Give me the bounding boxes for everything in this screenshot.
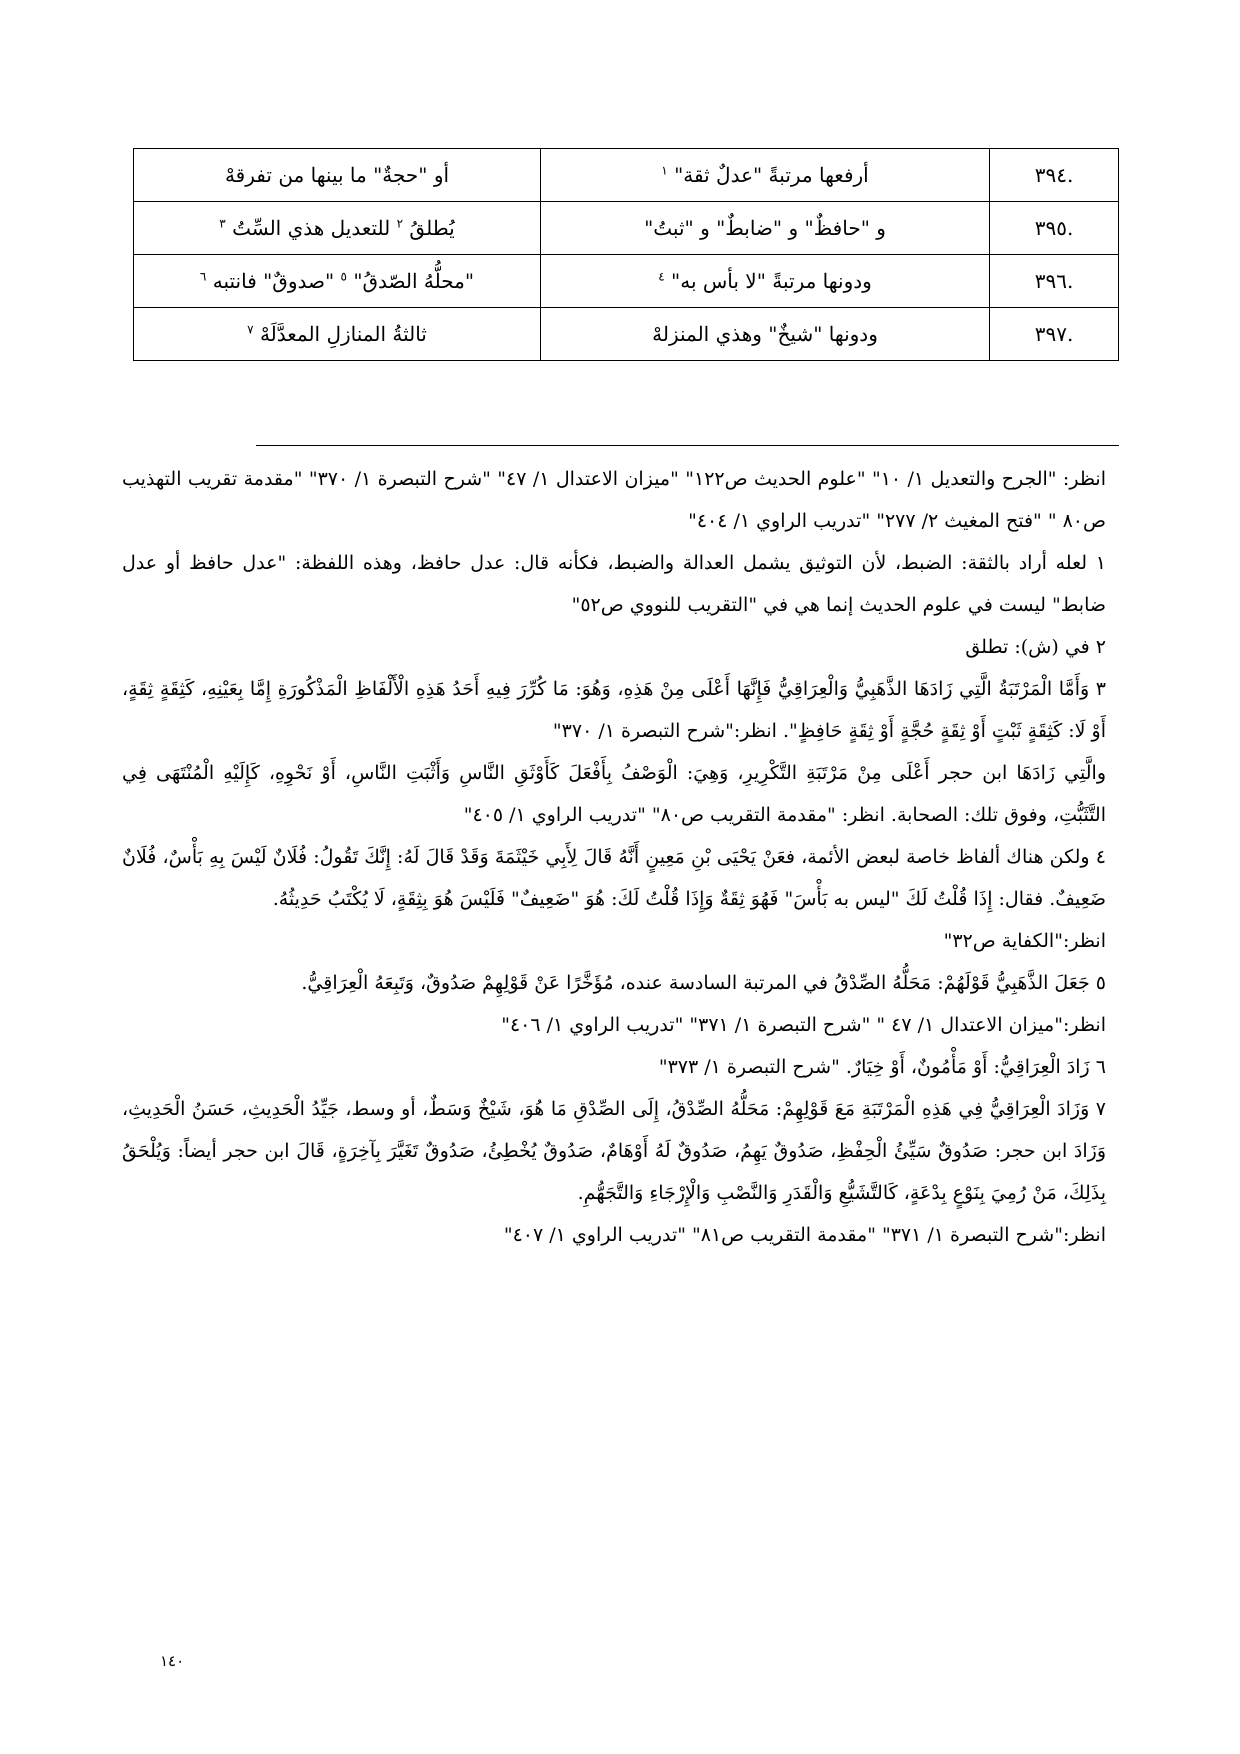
footnote-separator: [256, 445, 1119, 446]
verse-second-hemistich: [134, 149, 541, 202]
footnote-marker: ٥: [340, 269, 347, 284]
verse-row: [134, 202, 1119, 255]
footnote-paragraph: ٤ ولكن هناك ألفاظ خاصة لبعض الأئمة، فعَنْ يَحْيَى بْنِ مَعِينٍ أَنَّهُ قَالَ لِأَبِي خَيْثَمَةَ وَقَدْ قَالَ لَهُ: إِنَّكَ تَقُولُ: فُلَانٌ لَيْسَ بِهِ بَأْسٌ، فُلَانٌ ضَعِيفٌ. فقال: إِذَا قُلْتُ لَكَ "ليس به بَأْسَ" فَهُوَ ثِقَةٌ وَإِذَا قُلْتُ لَكَ: هُوَ "ضَعِيفٌ" فَلَيْسَ هُوَ بِثِقَةٍ، لَا يُكْتَبُ حَدِيثُهُ.: [122, 846, 1106, 910]
footnote-paragraph: انظر:"الكفاية ص٣٢": [943, 930, 1106, 952]
verse-row: [134, 255, 1119, 308]
footnote-paragraph: والَّتِي زَادَهَا ابن حجر أَعْلَى مِنْ مَرْتَبَةِ التَّكْرِيرِ، وَهِيَ: الْوَصْفُ بِأَفْعَلَ كَأَوْثَقِ النَّاسِ وَأَثْبَتِ النَّاسِ، أَوْ نَحْوِهِ، كَإِلَيْهِ الْمُنْتَهَى فِي التَّثَبُّتِ، وفوق تلك: الصحابة. انظر: "مقدمة التقريب ص٨٠" "تدريب الراوي ١/ ٤٠٥": [122, 762, 1106, 826]
footnote-paragraph: ٣ وَأَمَّا الْمَرْتَبَةُ الَّتِي زَادَهَا الذَّهَبِيُّ وَالْعِرَاقِيُّ فَإِنَّهَا أَعْلَى مِنْ هَذِهِ، وَهُوَ: مَا كُرِّرَ فِيهِ أَحَدُ هَذِهِ الْأَلْفَاظِ الْمَذْكُورَةِ إِمَّا بِعَيْنِهِ، كَثِقَةٍ ثِقَةٍ، أَوْ لَا: كَثِقَةٍ ثَبْتٍ أَوْ ثِقَةٍ حُجَّةٍ أَوْ ثِقَةٍ حَافِظٍ". انظر:"شرح التبصرة ١/ ٣٧٠": [122, 678, 1106, 742]
hemistich-text: و "حافظٌ" و "ضابطٌ" و "ثبتُ": [644, 216, 886, 240]
verse-row: [134, 308, 1119, 361]
footnote-marker: ٦: [199, 269, 207, 284]
hemistich-text: ودونها "شيخٌ" وهذي المنزلهْ: [652, 322, 878, 346]
footnote-paragraph: ٦ زَادَ الْعِرَاقِيُّ: أَوْ مَأْمُونٌ، أَوْ خِيَارٌ. "شرح التبصرة ١/ ٣٧٣": [658, 1056, 1106, 1078]
footnote-paragraph: انظر:"ميزان الاعتدال ١/ ٤٧ " "شرح التبصرة ١/ ٣٧١" "تدريب الراوي ١/ ٤٠٦": [501, 1014, 1106, 1036]
footnote-paragraph: ٢ في (ش): تطلق: [965, 636, 1106, 658]
verses-table: [133, 148, 1119, 361]
verse-second-hemistich: [134, 255, 541, 308]
page-number: ١٤٠: [160, 1652, 185, 1670]
verse-second-hemistich: [134, 308, 541, 361]
hemistich-text: أرفعها مرتبةً "عدلٌ ثقة": [674, 163, 869, 187]
hemistich-text: "محلُّهُ الصّدقُ": [353, 269, 475, 293]
footnote-marker: ٧: [247, 322, 254, 337]
footnote-marker: ٤: [658, 269, 665, 284]
footnote-marker: ١: [661, 163, 668, 178]
verse-number: .٣٩٦: [990, 255, 1119, 308]
verse-first-hemistich: [541, 308, 990, 361]
verse-first-hemistich: [541, 149, 990, 202]
footnote-paragraph: انظر: "الجرح والتعديل ١/ ١٠" "علوم الحديث ص١٢٢" "ميزان الاعتدال ١/ ٤٧" "شرح التبصرة ١/ ٣٧٠" "مقدمة تقريب التهذيب ص٨٠ " "فتح المغيث ٢/ ٢٧٧" "تدريب الراوي ١/ ٤٠٤": [122, 468, 1106, 532]
footnote-paragraph: ٧ وَزَادَ الْعِرَاقِيُّ فِي هَذِهِ الْمَرْتَبَةِ مَعَ قَوْلِهِمْ: مَحَلُّهُ الصِّدْقُ، إِلَى الصِّدْقِ مَا هُوَ، شَيْخٌ وَسَطٌ، أو وسط، جَيِّدُ الْحَدِيثِ، حَسَنُ الْحَدِيثِ، وَزَادَ ابن حجر: صَدُوقٌ سَيِّئُ الْحِفْظِ، صَدُوقٌ يَهِمُ، صَدُوقٌ لَهُ أَوْهَامٌ، صَدُوقٌ يُخْطِئُ، صَدُوقٌ تَغَيَّرَ بِآخِرَةٍ، قَالَ ابن حجر أيضاً: وَيُلْحَقُ بِذَلِكَ، مَنْ رُمِيَ بِنَوْعٍ بِدْعَةٍ، كَالتَّشَيُّعِ وَالْقَدَرِ وَالنَّصْبِ وَالْإِرْجَاءِ وَالتَّجَهُّمِ.: [122, 1098, 1106, 1204]
hemistich-text: أو "حجةٌ" ما بينها من تفرقهْ: [224, 163, 450, 187]
footnote-paragraph: ٥ جَعَلَ الذَّهَبِيُّ قَوْلَهُمْ: مَحَلُّهُ الصِّدْقُ في المرتبة السادسة عنده، مُؤَخَّرًا عَنْ قَوْلِهِمْ صَدُوقٌ، وَتَبِعَهُ الْعِرَاقِيُّ.: [301, 972, 1106, 994]
verse-number: .٣٩٥: [990, 202, 1119, 255]
footnote-marker: ٣: [219, 216, 226, 231]
footnote-marker: ٢: [396, 216, 404, 231]
footnotes: [122, 458, 1106, 1256]
verse-first-hemistich: [541, 202, 990, 255]
hemistich-text: للتعديل هذي السِّتُ: [232, 216, 391, 240]
verse-row: [134, 149, 1119, 202]
verse-number: .٣٩٤: [990, 149, 1119, 202]
hemistich-text: "صدوقٌ" فانتبه: [212, 269, 335, 293]
hemistich-text: ودونها مرتبةً "لا بأس به": [671, 269, 872, 293]
footnote-paragraph: انظر:"شرح التبصرة ١/ ٣٧١" "مقدمة التقريب ص٨١" "تدريب الراوي ١/ ٤٠٧": [503, 1224, 1106, 1246]
hemistich-text: يُطلقُ: [409, 216, 455, 240]
verse-first-hemistich: [541, 255, 990, 308]
verse-second-hemistich: [134, 202, 541, 255]
hemistich-text: ثالثةُ المنازلِ المعدَّلَهْ: [259, 322, 427, 346]
verse-number: .٣٩٧: [990, 308, 1119, 361]
footnote-paragraph: ١ لعله أراد بالثقة: الضبط، لأن التوثيق يشمل العدالة والضبط، فكأنه قال: عدل حافظ، وهذه اللفظة: "عدل حافظ أو عدل ضابط" ليست في علوم الحديث إنما هي في "التقريب للنووي ص٥٢": [122, 552, 1106, 616]
